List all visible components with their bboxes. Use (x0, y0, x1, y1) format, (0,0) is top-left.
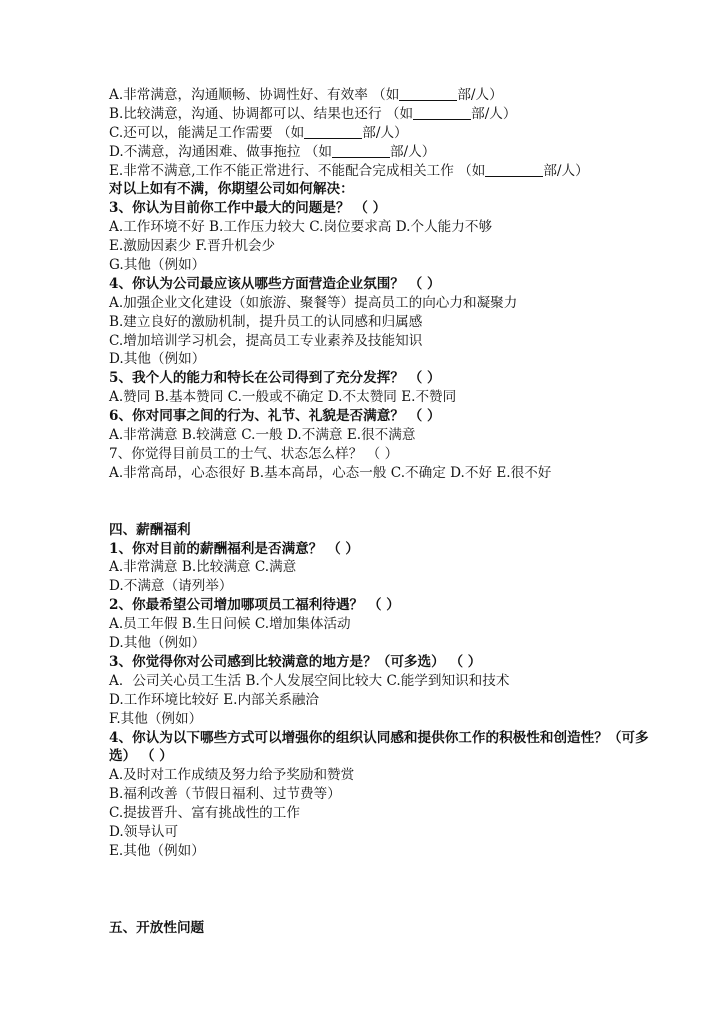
option-suffix: 部/人） (362, 124, 408, 141)
question-3-options-1: A.工作环境不好 B.工作压力较大 C.岗位要求高 D.个人能力不够 (109, 219, 493, 236)
question-3-options-3: G.其他（例如） (109, 257, 206, 274)
s4-question-2-title: 2、你最希望公司增加哪项员工福利待遇？ （ ） (109, 597, 400, 614)
section-4-heading: 四、薪酬福利 (109, 521, 191, 538)
fill-blank[interactable] (413, 106, 471, 120)
s4-question-1-title: 1、你对目前的薪酬福利是否满意？ （ ） (109, 540, 360, 557)
document-page (109, 86, 669, 938)
s4-question-4-option-b: B.福利改善（节假日福利、过节费等） (109, 786, 341, 803)
s4-question-3-options-1: A．公司关心员工生活 B.个人发展空间比较大 C.能学到知识和技术 (109, 672, 510, 689)
option-text: E.非常不满意,工作不能正常进行、不能配合完成相关工作 （如 (109, 162, 486, 179)
s4-question-4-title: 4、你认为以下哪些方式可以增强你的组织认同感和提供你工作的积极性和创造性？（可多选） （ ） (109, 729, 649, 765)
s4-question-1-options-2: D.不满意（请列举） (109, 578, 233, 595)
option-a-very-satisfied (109, 86, 669, 105)
option-d-unsatisfied (109, 143, 669, 162)
question-4-option-c: C.增加培训学习机会，提高员工专业素养及技能知识 (109, 332, 423, 349)
option-text: A.非常满意，沟通顺畅、协调性好、有效率 （如 (109, 87, 400, 103)
question-7-options: A.非常高昂，心态很好 B.基本高昂，心态一般 C.不确定 D.不好 E.很不好 (109, 464, 552, 481)
question-7-title: 7、你觉得目前员工的士气、状态怎么样？ （ ） (109, 445, 399, 462)
s4-question-4-option-e: E.其他（例如） (109, 842, 205, 859)
s4-question-2-options-2: D.其他（例如） (109, 635, 206, 652)
fill-blank[interactable] (399, 87, 457, 101)
s4-question-4-option-c: C.提拔晋升、富有挑战性的工作 (109, 805, 300, 822)
option-e-very-unsatisfied (109, 162, 669, 181)
question-3-options-2: E.激励因素少 F.晋升机会少 (109, 238, 276, 255)
s4-question-3-title: 3、你觉得你对公司感到比较满意的地方是？（可多选） （ ） (109, 653, 482, 670)
question-5-options: A.赞同 B.基本赞同 C.一般或不确定 D.不太赞同 E.不赞同 (109, 389, 457, 406)
s4-question-3-options-2: D.工作环境比较好 E.内部关系融洽 (109, 691, 320, 708)
option-c-acceptable (109, 124, 669, 143)
option-text: D.不满意，沟通困难、做事拖拉 （如 (109, 143, 332, 160)
s4-question-3-options-3: F.其他（例如） (109, 710, 203, 727)
s4-question-1-options-1: A.非常满意 B.比较满意 C.满意 (109, 559, 297, 576)
question-5-title: 5、我个人的能力和特长在公司得到了充分发挥？ （ ） (109, 370, 441, 387)
fill-blank[interactable] (332, 144, 390, 158)
question-4-option-b: B.建立良好的激励机制，提升员工的认同感和归属感 (109, 313, 423, 330)
question-3-title: 3、你认为目前你工作中最大的问题是？ （ ） (109, 200, 387, 217)
question-4-option-a: A.加强企业文化建设（如旅游、聚餐等）提高员工的向心力和凝聚力 (109, 294, 518, 311)
s4-question-4-option-a: A.及时对工作成绩及努力给予奖励和赞赏 (109, 767, 355, 784)
s4-question-2-options-1: A.员工年假 B.生日问候 C.增加集体活动 (109, 616, 351, 633)
fill-blank[interactable] (304, 125, 362, 139)
question-4-option-d: D.其他（例如） (109, 351, 206, 368)
option-text: B.比较满意，沟通、协调都可以、结果也还行 （如 (109, 105, 414, 122)
option-suffix: 部/人） (543, 162, 589, 179)
option-suffix: 部/人） (457, 87, 503, 103)
option-b-satisfied (109, 105, 669, 124)
question-4-title: 4、你认为公司最应该从哪些方面营造企业氛围？ （ ） (109, 275, 441, 292)
question-6-options: A.非常满意 B.较满意 C.一般 D.不满意 E.很不满意 (109, 427, 416, 444)
option-text: C.还可以，能满足工作需要 （如 (109, 124, 305, 141)
s4-question-4-option-d: D.领导认可 (109, 823, 179, 840)
option-suffix: 部/人） (389, 143, 436, 160)
question-6-title: 6、你对同事之间的行为、礼节、礼貌是否满意？ （ ） (109, 408, 441, 425)
option-suffix: 部/人） (471, 105, 517, 122)
followup-question: 对以上如有不满，你期望公司如何解决： (109, 181, 354, 198)
section-5-heading: 五、开放性问题 (109, 919, 205, 936)
fill-blank[interactable] (485, 163, 543, 177)
